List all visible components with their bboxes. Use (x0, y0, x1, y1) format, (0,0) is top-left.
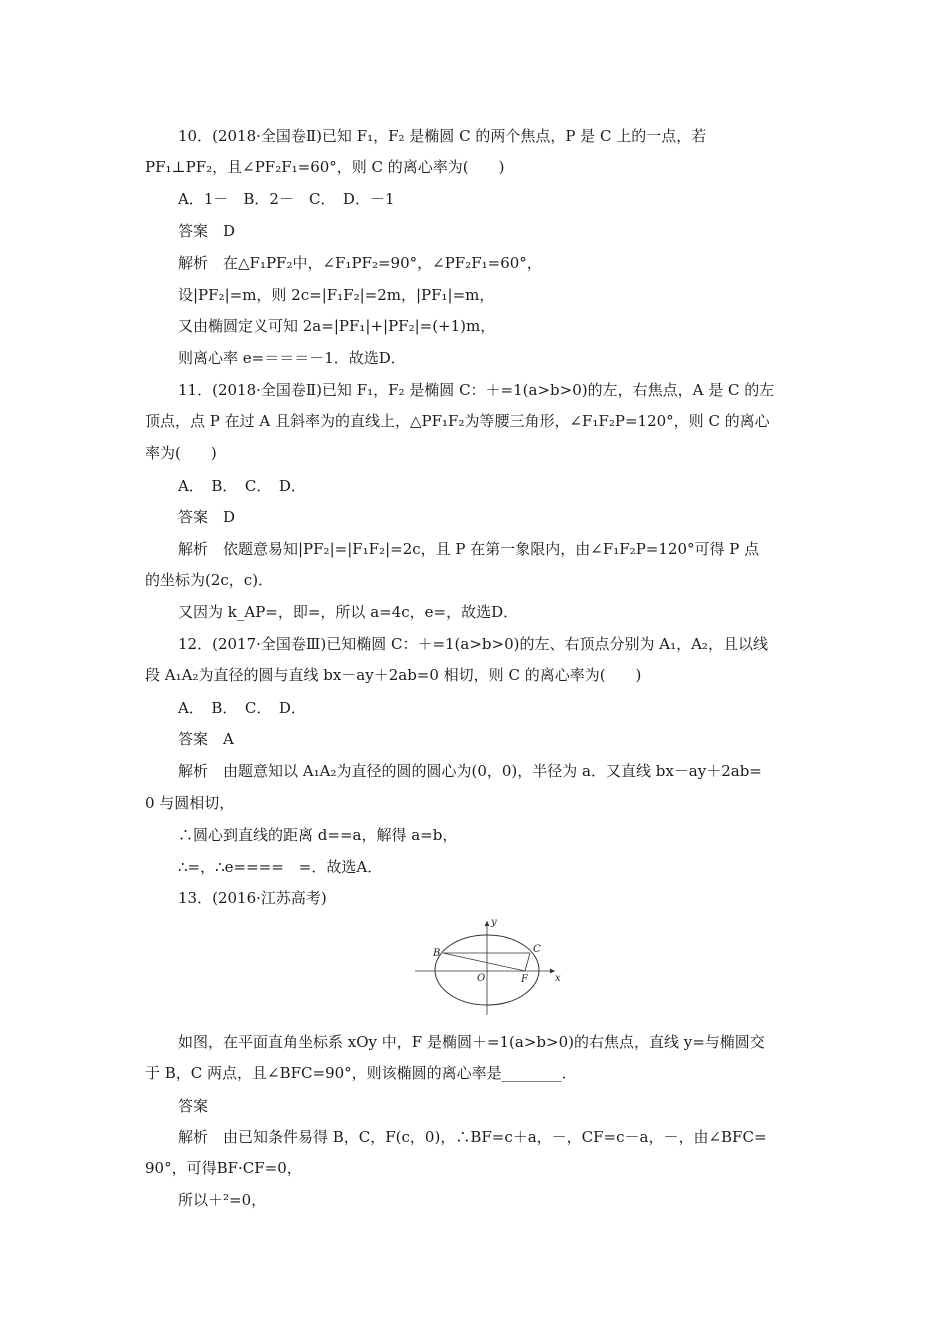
doc-line-23: ∴圆心到直线的距离 d==a，解得 a=b， (178, 826, 458, 844)
doc-line-6: 设|PF₂|=m，则 2c=|F₁F₂|=2m，|PF₁|=m， (178, 286, 495, 304)
doc-line-5: 解析 在△F₁PF₂中，∠F₁PF₂=90°，∠PF₂F₁=60°， (178, 254, 542, 272)
doc-line-20: 答案 A (178, 730, 234, 748)
doc-line-14: 解析 依题意易知|PF₂|=|F₁F₂|=2c，且 P 在第一象限内，由∠F₁F₂P=120°可得 P 点 (178, 540, 760, 558)
doc-line-15: 的坐标为(2c，c)． (145, 571, 274, 589)
doc-line-9: 11．(2018·全国卷Ⅱ)已知 F₁，F₂ 是椭圆 C：＋=1(a>b>0)的左，右焦点，A 是 C 的左 (178, 381, 775, 399)
label-x: x (555, 973, 561, 984)
doc-line-4: 答案 D (178, 222, 236, 240)
doc-line-7: 又由椭圆定义可知 2a=|PF₁|+|PF₂|=(+1)m， (178, 317, 496, 335)
doc-line-13: 答案 D (178, 508, 236, 526)
doc-line-17: 12．(2017·全国卷Ⅲ)已知椭圆 C：＋=1(a>b>0)的左、右顶点分别为 A₁，A₂，且以线 (178, 635, 768, 653)
doc-line-19: A． B． C． D． (178, 699, 306, 717)
doc-line-26: 如图，在平面直角坐标系 xOy 中，F 是椭圆＋=1(a>b>0)的右焦点，直线 y=与椭圆交 (178, 1033, 765, 1051)
label-c: C (533, 944, 541, 955)
doc-line-12: A． B． C． D． (178, 477, 306, 495)
doc-line-27: 于 B，C 两点，且∠BFC=90°，则该椭圆的离心率是________． (145, 1064, 577, 1082)
doc-line-22: 0 与圆相切， (145, 794, 235, 812)
doc-line-24: ∴=，∴e==== =．故选A． (178, 858, 383, 876)
doc-line-8: 则离心率 e=＝＝＝－1．故选D． (178, 349, 406, 367)
doc-line-1: 10．(2018·全国卷Ⅱ)已知 F₁，F₂ 是椭圆 C 的两个焦点，P 是 C 上的一点，若 (178, 127, 707, 145)
label-b: B (433, 948, 441, 959)
doc-line-31: 所以＋²=0， (178, 1191, 267, 1209)
doc-line-25: 13．(2016·江苏高考) (178, 889, 327, 907)
doc-line-18: 段 A₁A₂为直径的圆与直线 bx－ay＋2ab=0 相切，则 C 的离心率为( ) (145, 666, 642, 684)
doc-line-2: PF₁⊥PF₂，且∠PF₂F₁=60°，则 C 的离心率为( ) (145, 158, 505, 176)
doc-line-30: 90°，可得BF·CF=0， (145, 1159, 302, 1177)
segment-bf (443, 953, 525, 971)
doc-line-16: 又因为 k_AP=，即=，所以 a=4c，e=，故选D． (178, 603, 519, 621)
segment-cf (525, 953, 530, 971)
y-axis-arrow (485, 921, 490, 926)
doc-line-10: 顶点，点 P 在过 A 且斜率为的直线上，△PF₁F₂为等腰三角形，∠F₁F₂P=120°，则 C 的离心 (145, 412, 770, 430)
doc-line-3: A．1－ B．2－ C． D．－1 (178, 190, 395, 208)
label-o: O (477, 973, 486, 984)
label-y: y (491, 917, 497, 928)
doc-line-21: 解析 由题意知以 A₁A₂为直径的圆的圆心为(0，0)，半径为 a．又直线 bx－ay＋2ab= (178, 762, 762, 780)
doc-line-29: 解析 由已知条件易得 B，C，F(c，0)，∴BF=c＋a，－，CF=c－a，－，由∠BFC= (178, 1128, 767, 1146)
ellipse-figure (405, 915, 565, 1025)
doc-line-28: 答案 (178, 1097, 209, 1115)
label-f: F (521, 974, 528, 985)
doc-line-11: 率为( ) (145, 444, 217, 462)
